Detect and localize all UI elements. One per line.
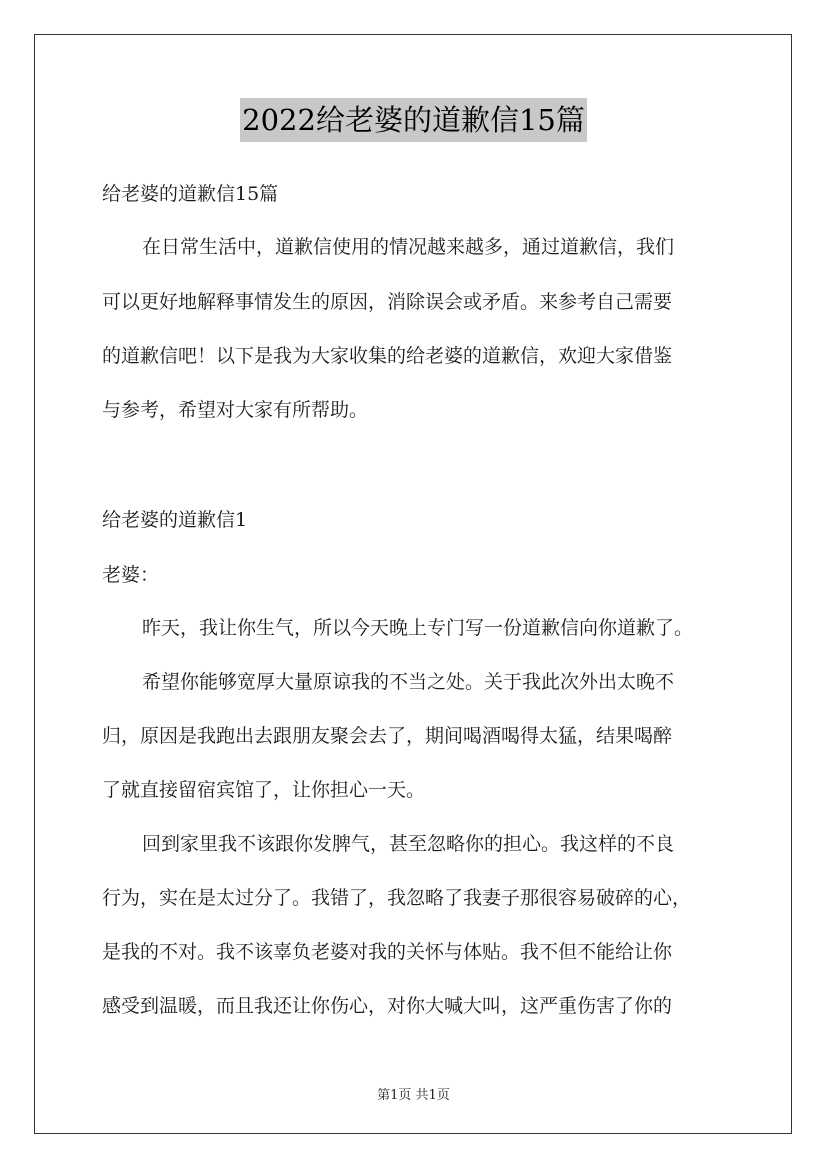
intro-line: 的道歉信吧！以下是我为大家收集的给老婆的道歉信，欢迎大家借鉴 — [102, 345, 673, 367]
title-container — [0, 98, 827, 142]
document-subtitle: 给老婆的道歉信15篇 — [102, 183, 279, 205]
section-heading: 给老婆的道歉信1 — [102, 509, 248, 531]
intro-line: 与参考，希望对大家有所帮助。 — [102, 399, 369, 421]
body-line: 昨天，我让你生气，所以今天晚上专门写一份道歉信向你道歉了。 — [142, 617, 694, 639]
body-line: 回到家里我不该跟你发脾气，甚至忽略你的担心。我这样的不良 — [142, 833, 675, 855]
document-title: 2022给老婆的道歉信15篇 — [240, 98, 587, 142]
intro-line: 可以更好地解释事情发生的原因，消除误会或矛盾。来参考自己需要 — [102, 291, 673, 313]
intro-line: 在日常生活中，道歉信使用的情况越来越多，通过道歉信，我们 — [142, 236, 675, 258]
body-line: 归，原因是我跑出去跟朋友聚会去了，期间喝酒喝得太猛，结果喝醉 — [102, 725, 673, 747]
salutation: 老婆： — [102, 564, 160, 586]
body-line: 希望你能够宽厚大量原谅我的不当之处。关于我此次外出太晚不 — [142, 671, 675, 693]
body-line: 感受到温暖，而且我还让你伤心，对你大喊大叫，这严重伤害了你的 — [102, 995, 673, 1017]
body-line: 行为，实在是太过分了。我错了，我忽略了我妻子那很容易破碎的心， — [102, 887, 692, 909]
body-line: 是我的不对。我不该辜负老婆对我的关怀与体贴。我不但不能给让你 — [102, 941, 673, 963]
page-footer: 第1页 共1页 — [377, 1088, 450, 1103]
body-line: 了就直接留宿宾馆了，让你担心一天。 — [102, 779, 426, 801]
